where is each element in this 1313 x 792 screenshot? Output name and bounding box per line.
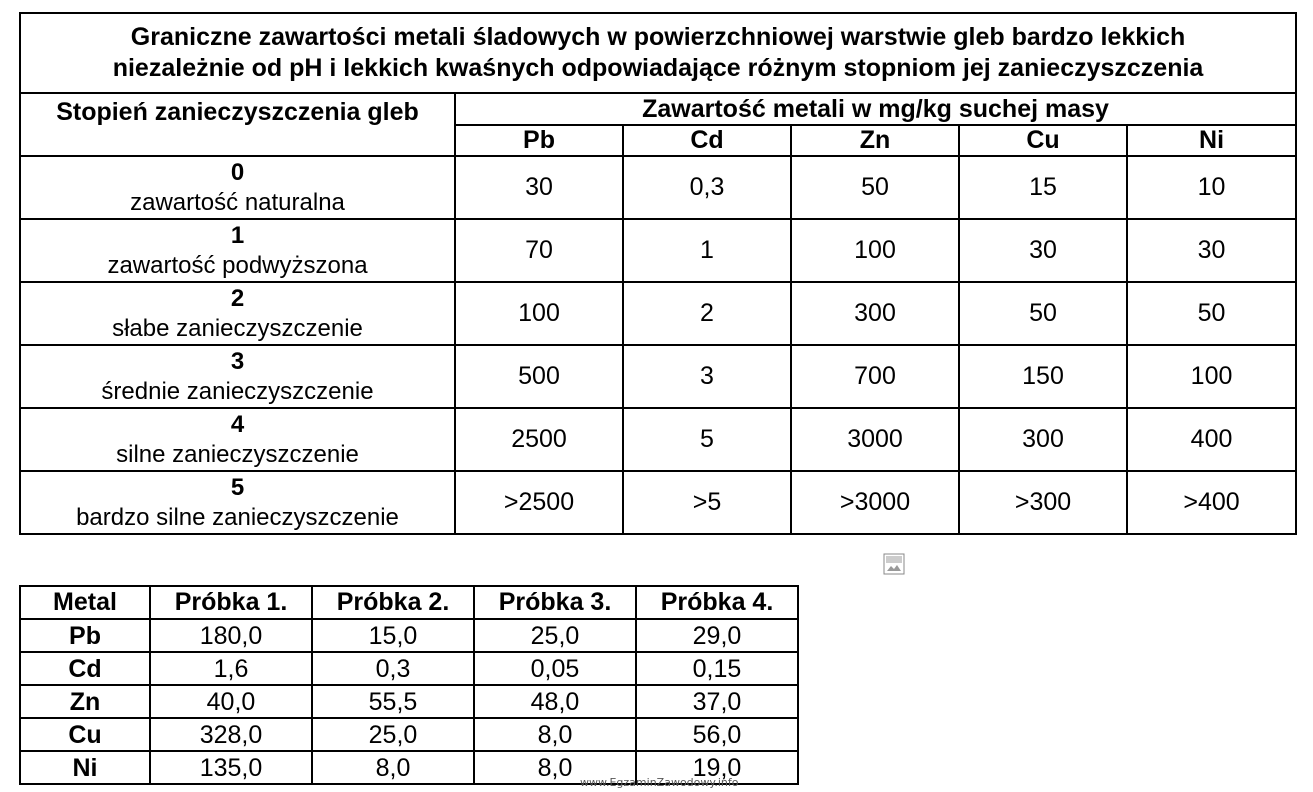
sample-value-cell: 19,0 — [636, 751, 798, 784]
stage-label: silne zanieczyszczenie — [116, 440, 359, 468]
stage-cell — [20, 471, 455, 534]
table-row — [20, 345, 1296, 408]
stage-label: zawartość naturalna — [130, 188, 345, 216]
stage-number: 2 — [230, 284, 245, 312]
sample-value-cell: 29,0 — [636, 619, 798, 652]
stage-number: 0 — [230, 158, 245, 186]
sample-value-cell: 1,6 — [150, 652, 312, 685]
table-row — [20, 156, 1296, 219]
sample-value-cell: 328,0 — [150, 718, 312, 751]
stage-cell — [20, 408, 455, 471]
stage-cell — [20, 156, 455, 219]
value-cell: 30 — [1127, 219, 1296, 282]
sample-value-cell: 8,0 — [474, 718, 636, 751]
stage-number: 3 — [230, 347, 245, 375]
soil-limits-table — [19, 12, 1297, 535]
sample-value-cell: 0,3 — [312, 652, 474, 685]
watermark: www.EgzaminZawodowy.info — [580, 776, 739, 789]
value-cell: >2500 — [455, 471, 623, 534]
table-row — [20, 718, 798, 751]
value-cell: 15 — [959, 156, 1127, 219]
stage-label: słabe zanieczyszczenie — [112, 314, 363, 342]
metal-header-cd: Cd — [623, 125, 791, 156]
sample-value-cell: 25,0 — [312, 718, 474, 751]
stage-cell — [20, 219, 455, 282]
value-cell: 100 — [455, 282, 623, 345]
stage-label: zawartość podwyższona — [107, 251, 368, 279]
value-cell: >300 — [959, 471, 1127, 534]
samples-header-sample-4: Próbka 4. — [636, 586, 798, 619]
sample-value-cell: 55,5 — [312, 685, 474, 718]
table-row — [20, 619, 798, 652]
stage-number: 5 — [230, 473, 245, 501]
image-placeholder-icon — [883, 553, 905, 575]
value-cell: 150 — [959, 345, 1127, 408]
value-cell: 50 — [1127, 282, 1296, 345]
sample-value-cell: 180,0 — [150, 619, 312, 652]
value-cell: 50 — [959, 282, 1127, 345]
metal-header-cu: Cu — [959, 125, 1127, 156]
value-cell: 100 — [1127, 345, 1296, 408]
sample-value-cell: 0,15 — [636, 652, 798, 685]
value-cell: 0,3 — [623, 156, 791, 219]
stage-label: średnie zanieczyszczenie — [101, 377, 374, 405]
metal-name-cell: Cd — [20, 652, 150, 685]
value-cell: 2 — [623, 282, 791, 345]
value-cell: 3 — [623, 345, 791, 408]
table-row — [20, 408, 1296, 471]
title-line-1: Graniczne zawartości metali śladowych w powierzchniowej warstwie gleb bardzo lekkich — [130, 23, 1186, 51]
title-line-2: niezależnie od pH i lekkich kwaśnych odpowiadające różnym stopniom jej zanieczyszczenia — [112, 54, 1204, 82]
stage-number: 1 — [230, 221, 245, 249]
metal-header-pb: Pb — [455, 125, 623, 156]
value-cell: 10 — [1127, 156, 1296, 219]
sample-value-cell: 8,0 — [312, 751, 474, 784]
table-row — [20, 652, 798, 685]
metal-header-zn: Zn — [791, 125, 959, 156]
table-title — [20, 13, 1296, 93]
metal-header-ni: Ni — [1127, 125, 1296, 156]
metal-name-cell: Ni — [20, 751, 150, 784]
sample-value-cell: 15,0 — [312, 619, 474, 652]
value-cell: >400 — [1127, 471, 1296, 534]
metal-name-cell: Cu — [20, 718, 150, 751]
sample-value-cell: 135,0 — [150, 751, 312, 784]
table-row — [20, 685, 798, 718]
value-cell: 700 — [791, 345, 959, 408]
table-row — [20, 282, 1296, 345]
samples-header-sample-2: Próbka 2. — [312, 586, 474, 619]
stage-cell — [20, 345, 455, 408]
stage-number: 4 — [230, 410, 245, 438]
value-cell: 5 — [623, 408, 791, 471]
stage-cell — [20, 282, 455, 345]
samples-table — [19, 585, 799, 785]
value-cell: 300 — [791, 282, 959, 345]
value-cell: 1 — [623, 219, 791, 282]
value-cell: >3000 — [791, 471, 959, 534]
table-row — [20, 471, 1296, 534]
samples-header-metal: Metal — [20, 586, 150, 619]
sample-value-cell: 8,0 — [474, 751, 636, 784]
value-cell: 300 — [959, 408, 1127, 471]
samples-header-sample-1: Próbka 1. — [150, 586, 312, 619]
value-cell: 3000 — [791, 408, 959, 471]
stage-label: bardzo silne zanieczyszczenie — [76, 503, 399, 531]
metal-name-cell: Pb — [20, 619, 150, 652]
metal-name-cell: Zn — [20, 685, 150, 718]
value-cell: 30 — [455, 156, 623, 219]
sample-value-cell: 0,05 — [474, 652, 636, 685]
sample-value-cell: 48,0 — [474, 685, 636, 718]
samples-header-sample-3: Próbka 3. — [474, 586, 636, 619]
value-cell: 500 — [455, 345, 623, 408]
value-cell: >5 — [623, 471, 791, 534]
value-cell: 100 — [791, 219, 959, 282]
sample-value-cell: 56,0 — [636, 718, 798, 751]
sample-value-cell: 37,0 — [636, 685, 798, 718]
value-cell: 2500 — [455, 408, 623, 471]
value-cell: 70 — [455, 219, 623, 282]
content-column-header: Zawartość metali w mg/kg suchej masy — [455, 93, 1296, 125]
value-cell: 400 — [1127, 408, 1296, 471]
value-cell: 50 — [791, 156, 959, 219]
stage-column-header: Stopień zanieczyszczenia gleb — [20, 93, 455, 156]
sample-value-cell: 25,0 — [474, 619, 636, 652]
sample-value-cell: 40,0 — [150, 685, 312, 718]
table-row — [20, 219, 1296, 282]
value-cell: 30 — [959, 219, 1127, 282]
